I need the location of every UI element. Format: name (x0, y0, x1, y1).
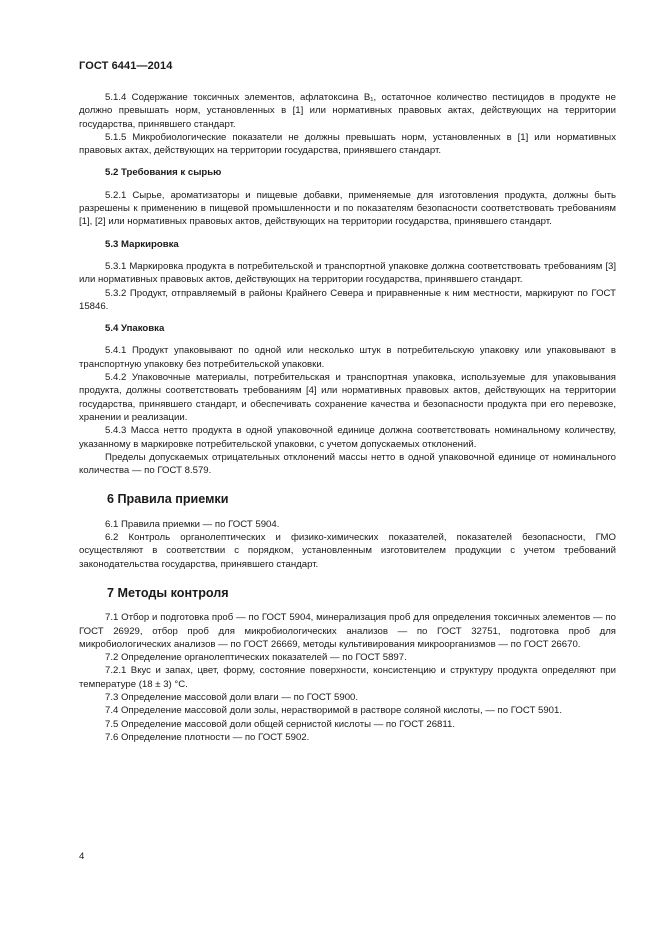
paragraph: 5.4.2 Упаковочные материалы, потребительская и транспортная упаковка, используемые для упаковывания продукта, должны соответствовать требованиям [4] или нормативных правовых актов, действующих на территории государства, принявшего стандарт, и обеспечивать сохранение качества и безопасности продукта при его перевозке, хранении и реализации. (79, 372, 616, 423)
page-number: 4 (79, 851, 85, 862)
section-heading: 6 Правила приемки (107, 492, 229, 507)
paragraph: 7.5 Определение массовой доли общей сернистой кислоты — по ГОСТ 26811. (105, 718, 456, 730)
paragraph: 7.4 Определение массовой доли золы, нерастворимой в растворе соляной кислоты, — по ГОСТ 5901. (105, 705, 562, 717)
paragraph: 5.4.3 Масса нетто продукта в одной упаковочной единице должна соответствовать номинальному количеству, указанному в маркировке потребительской упаковки, с учетом допускаемых отклонений. (79, 425, 616, 450)
paragraph: 7.2 Определение органолептических показателей — по ГОСТ 5897. (105, 652, 407, 664)
paragraph: 5.4.1 Продукт упаковывают по одной или несколько штук в потребительскую упаковку или упаковывают в транспортную упаковку без потребительской упаковки. (79, 345, 616, 370)
paragraph: 5.1.4 Содержание токсичных элементов, афлатоксина B₁, остаточное количество пестицидов в продукте не должно превышать норм, установленных в [1] или нормативных правовых актах, действующих на территории государства, принявшего стандарт. (79, 92, 616, 130)
paragraph: 5.2.1 Сырье, ароматизаторы и пищевые добавки, применяемые для изготовления продукта, должны быть разрешены к применению в пищевой промышленности и по показателям безопасности соответствовать требованиям [1], [2] или нормативных правовых актов, действующих на территории государства, принявшего стандарт. (79, 189, 616, 228)
subsection-heading: 5.4 Упаковка (105, 323, 165, 335)
paragraph: 7.2.1 Вкус и запах, цвет, форму, состояние поверхности, консистенцию и структуру продукта определяют при температуре (18 ± 3) °С. (79, 665, 616, 690)
subsection-heading: 5.2 Требования к сырью (105, 167, 222, 179)
paragraph: 5.1.5 Микробиологические показатели не должны превышать норм, установленных в [1] или нормативных правовых актах, действующих на территории государства, принявшего стандарт. (79, 131, 616, 157)
paragraph: 6.2 Контроль органолептических и физико-химических показателей, показателей безопасности, ГМО осуществляют в соответствии с порядком, установленным изготовителем продукции с учетом требований законодательства государства, принявшего стандарт. (79, 532, 616, 570)
paragraph: 7.6 Определение плотности — по ГОСТ 5902. (105, 731, 310, 743)
paragraph: 5.3.1 Маркировка продукта в потребительской и транспортной упаковке должна соответствовать требованиям [3] или нормативных правовых актов, действующих на территории государства, принявшего стандарт. (79, 260, 616, 286)
paragraph: 5.3.2 Продукт, отправляемый в районы Крайнего Севера и приравненные к ним местности, маркируют по ГОСТ 15846. (79, 287, 616, 312)
section-heading: 7 Методы контроля (107, 585, 229, 600)
paragraph: 7.3 Определение массовой доли влаги — по ГОСТ 5900. (105, 691, 359, 703)
paragraph: 6.1 Правила приемки — по ГОСТ 5904. (105, 518, 280, 530)
page-header: ГОСТ 6441—2014 (79, 60, 173, 72)
page-content (79, 91, 616, 744)
paragraph: 7.1 Отбор и подготовка проб — по ГОСТ 5904, минерализация проб для определения токсичных элементов — по ГОСТ 26929, отбор проб для микробиологических анализов — по ГОСТ 32751, подготовка проб для микробиологических анализов — по ГОСТ 26669, методы культивирования микроорганизмов — по ГОСТ 26670. (79, 612, 616, 650)
subsection-heading: 5.3 Маркировка (105, 238, 179, 250)
paragraph: Пределы допускаемых отрицательных отклонений массы нетто в одной упаковочной единице от номинального количества — по ГОСТ 8.579. (79, 451, 616, 477)
